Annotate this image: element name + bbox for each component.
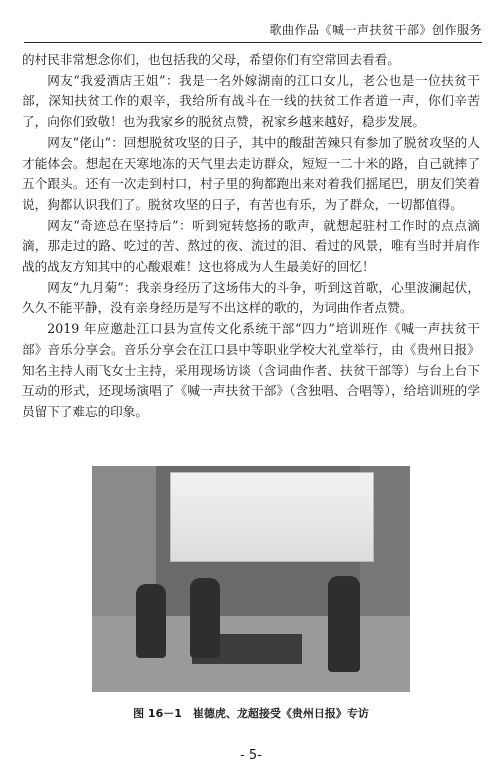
header-title: 歌曲作品《喊一声扶贫干部》创作服务 <box>269 23 482 37</box>
paragraph: 网友“奇迹总在坚持后”：听到宛转悠扬的歌声，就想起驻村工作时的点点滴滴，那走过的路、吃过的苦、熬过的夜、流过的泪、看过的风景，唯有当时并肩作战的战友方知其中的心酸艰难！这也将成为人生最美好的回忆！ <box>22 217 480 275</box>
body-text <box>22 50 480 423</box>
paragraph: 网友“佬山”：回想脱贫攻坚的日子，其中的酸甜苦辣只有参加了脱贫攻坚的人才能体会。想起在天寒地冻的天气里去走访群众，短短一二十米的路，自己就摔了五个跟头。还有一次走到村口，村子里的狗都跑出来对着我们摇尾巴，朋友们笑着说，狗都认识我们了。脱贫攻坚的日子，有苦也有乐，为了群众，一切都值得。 <box>22 134 480 212</box>
figure-caption: 图 16－1 崔德虎、龙超接受《贵州日报》专访 <box>133 707 369 720</box>
paragraph: 的村民非常想念你们，也包括我的父母，希望你们有空常回去看看。 <box>22 52 400 67</box>
paragraph: 网友“我爱酒店王姐”：我是一名外嫁湖南的江口女儿，老公也是一位扶贫干部，深知扶贫工作的艰辛，我给所有战斗在一线的扶贫工作者道一声，你们辛苦了，向你们致敬！也为我家乡的脱贫点赞，祝家乡越来越好，稳步发展。 <box>22 72 480 130</box>
paragraph: 2019 年应邀赴江口县为宣传文化系统干部“四力”培训班作《喊一声扶贫干部》音乐分享会。音乐分享会在江口县中等职业学校大礼堂举行，由《贵州日报》知名主持人雨飞女士主持，采用现场访谈（含词曲作者、扶贫干部等）与台上台下互动的形式，还现场演唱了《喊一声扶贫干部》（含独唱、合唱等），给培训班的学员留下了难忘的印象。 <box>22 321 480 419</box>
running-header <box>24 8 482 43</box>
paragraph: 网友“九月菊”：我亲身经历了这场伟大的斗争，听到这首歌，心里波澜起伏，久久不能平静，没有亲身经历是写不出这样的歌的，为词曲作者点赞。 <box>22 279 480 316</box>
person-right <box>328 576 360 672</box>
page-number: - 5- <box>240 748 262 763</box>
interview-photo <box>92 466 410 692</box>
person-middle <box>190 578 220 658</box>
projection-screen <box>170 472 374 562</box>
person-left <box>136 584 166 658</box>
